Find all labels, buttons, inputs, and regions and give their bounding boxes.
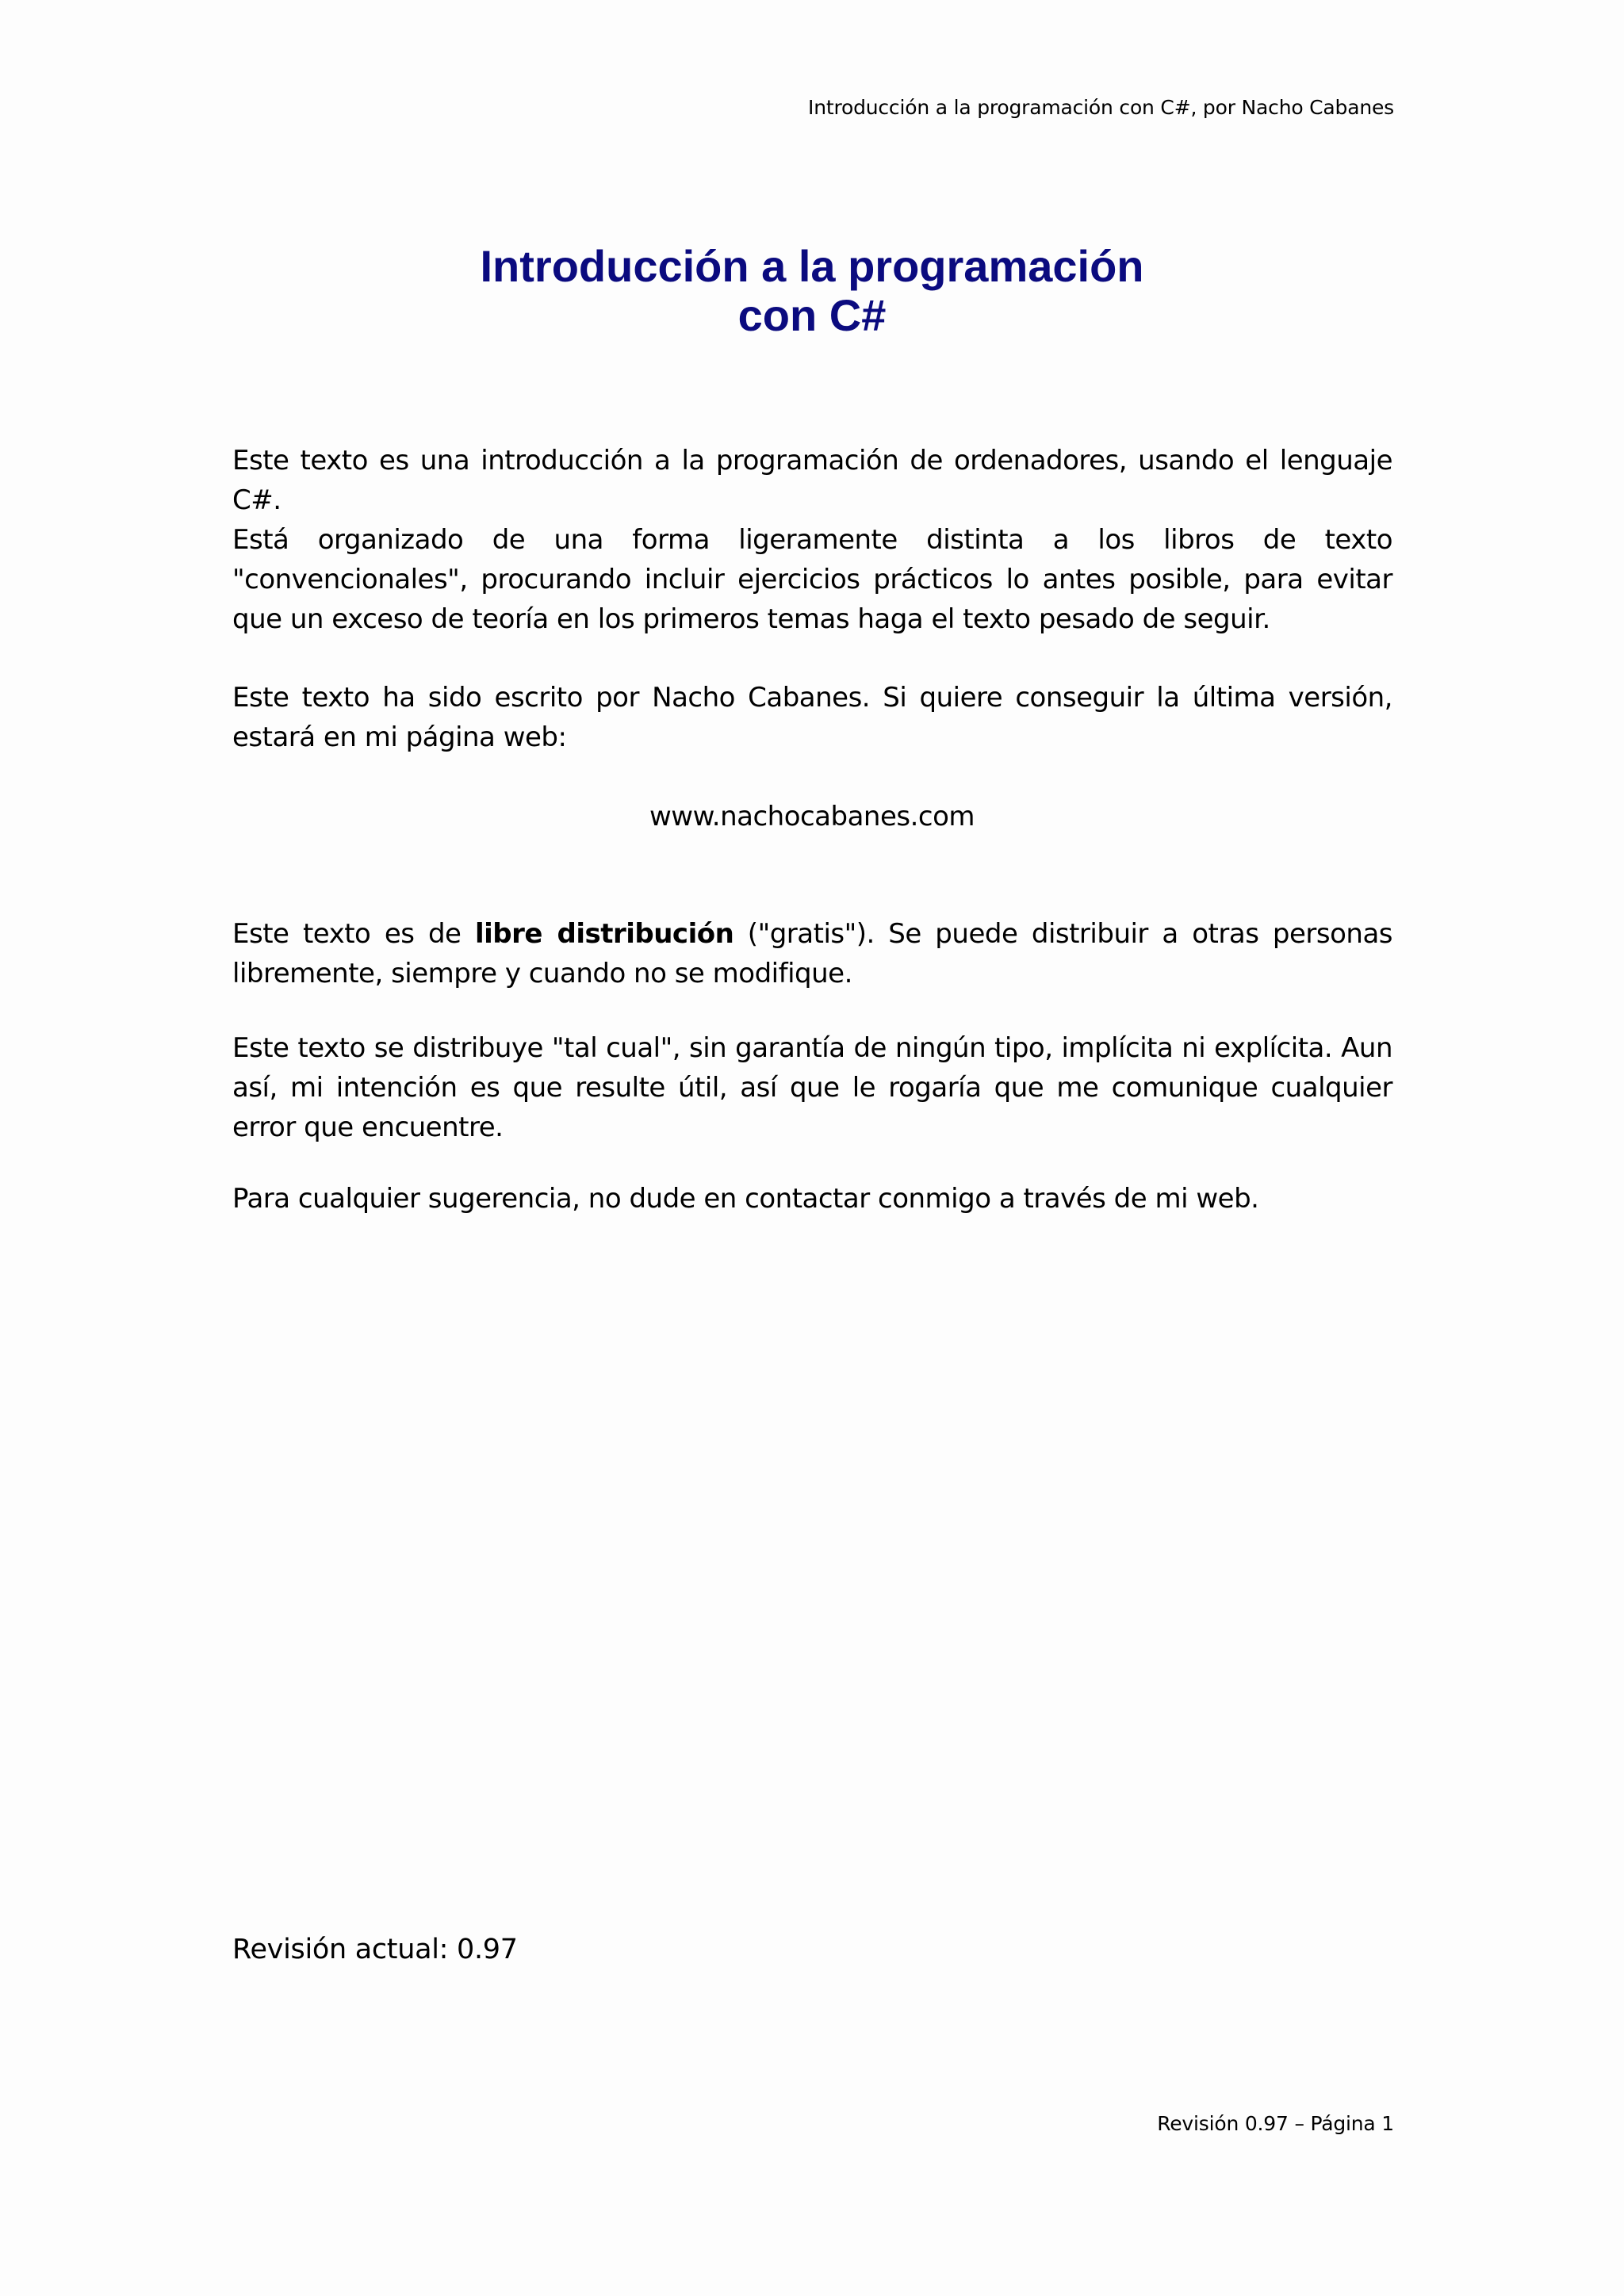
organization-paragraph: Está organizado de una forma ligeramente distinta a los libros de texto "convencionales", procurando incluir ejercicios prácticos lo antes posible, para evitar que un exceso de teoría en los primeros temas haga el texto pesado de seguir. xyxy=(232,524,1392,635)
title-line-1: Introducción a la programación xyxy=(480,241,1144,291)
warranty-paragraph: Este texto se distribuye "tal cual", sin garantía de ningún tipo, implícita ni explícita. Aun así, mi intención es que resulte útil, así que le rogaría que me comunique cualquier error que encuentre. xyxy=(232,1032,1392,1143)
title-line-2: con C# xyxy=(737,290,887,340)
license-prefix: Este texto es de xyxy=(232,918,475,950)
page-footer: Revisión 0.97 – Página 1 xyxy=(1157,2112,1394,2135)
website-link[interactable]: www.nachocabanes.com xyxy=(649,801,975,832)
intro-paragraph: Este texto es una introducción a la programación de ordenadores, usando el lenguaje C#. xyxy=(232,445,1392,516)
license-suffix: ("gratis"). Se puede distribuir a otras personas libremente, siempre y cuando no se modifique. xyxy=(232,918,1392,989)
document-title xyxy=(0,242,1624,340)
running-header: Introducción a la programación con C#, por Nacho Cabanes xyxy=(808,96,1394,119)
contact-paragraph: Para cualquier sugerencia, no dude en contactar conmigo a través de mi web. xyxy=(232,1183,1259,1215)
revision-label: Revisión actual: 0.97 xyxy=(232,1934,518,1965)
license-bold-term: libre distribución xyxy=(474,918,734,950)
author-paragraph: Este texto ha sido escrito por Nacho Cabanes. Si quiere conseguir la última versión, estará en mi página web: xyxy=(232,682,1392,753)
license-paragraph xyxy=(232,914,1392,993)
